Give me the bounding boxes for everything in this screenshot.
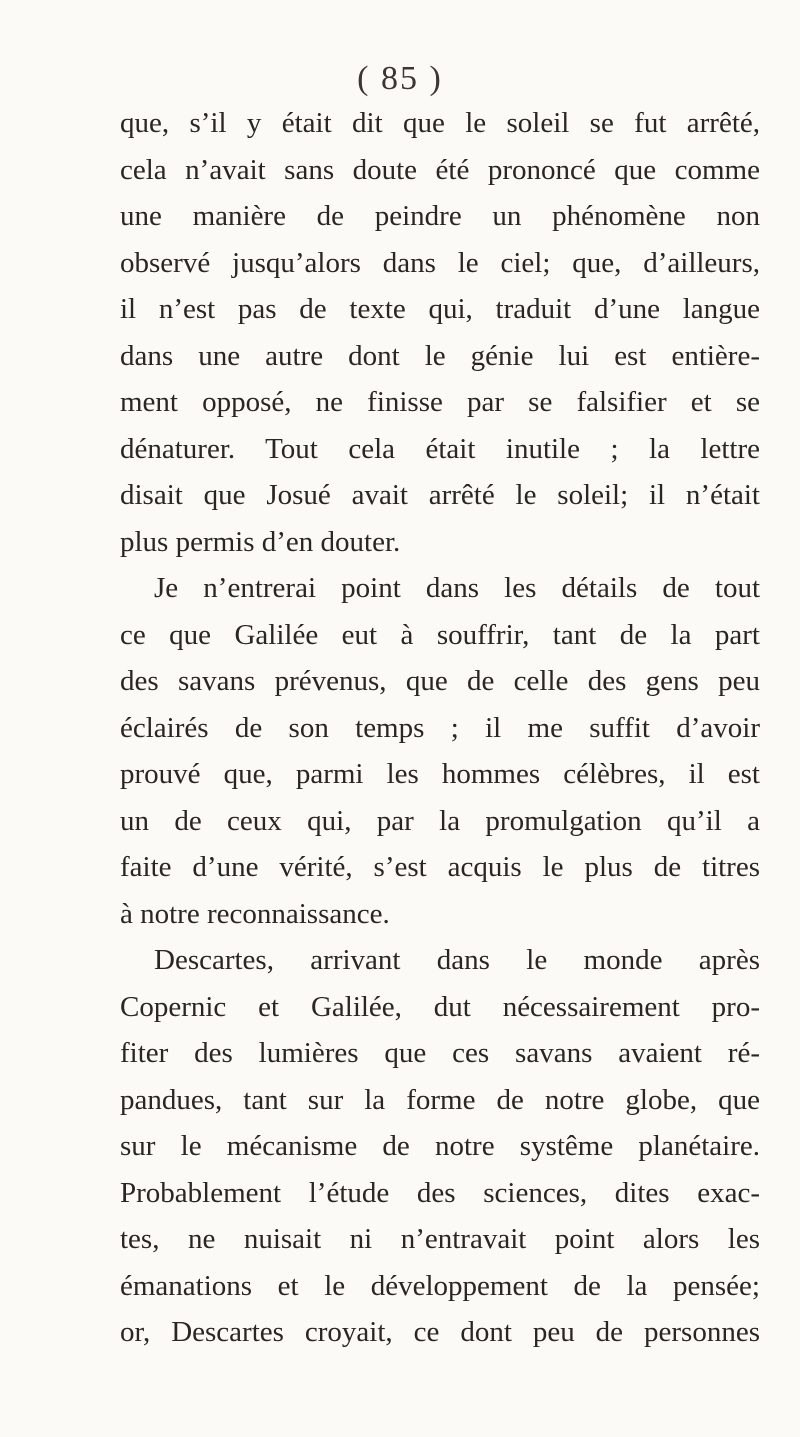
- text-line: une manière de peindre un phénomène non: [120, 200, 760, 232]
- text-line: ce que Galilée eut à souffrir, tant de la part: [120, 618, 760, 651]
- page-number: ( 85 ): [357, 60, 443, 97]
- text-line: plus permis d’en douter.: [120, 525, 401, 558]
- text-line: Probablement l’étude des sciences, dites exac-: [120, 1176, 760, 1209]
- text-line: un de ceux qui, par la promulgation qu’il a: [120, 804, 760, 837]
- text-line: or, Descartes croyait, ce dont peu de personnes: [120, 1316, 760, 1348]
- text-line: des savans prévenus, que de celle des gens peu: [120, 665, 760, 697]
- text-line: disait que Josué avait arrêté le soleil; il n’était: [120, 479, 760, 511]
- text-line: il n’est pas de texte qui, traduit d’une langue: [120, 293, 760, 325]
- text-line: observé jusqu’alors dans le ciel; que, d’ailleurs,: [120, 246, 760, 279]
- text-line: cela n’avait sans doute été prononcé que comme: [120, 153, 760, 186]
- text-line: faite d’une vérité, s’est acquis le plus de titres: [120, 851, 760, 883]
- text-line: dans une autre dont le génie lui est entière-: [120, 339, 760, 372]
- text-line: Je n’entrerai point dans les détails de tout: [154, 572, 760, 604]
- text-line: fiter des lumières que ces savans avaient ré-: [120, 1037, 760, 1069]
- text-line: Copernic et Galilée, dut nécessairement pro-: [120, 990, 760, 1023]
- text-line: tes, ne nuisait ni n’entravait point alors les: [120, 1223, 760, 1255]
- text-line: sur le mécanisme de notre systême planétaire.: [120, 1130, 760, 1162]
- text-line: Descartes, arrivant dans le monde après: [154, 944, 760, 976]
- body-text: [120, 100, 760, 1356]
- text-line: pandues, tant sur la forme de notre globe, que: [120, 1083, 760, 1116]
- text-line: éclairés de son temps ; il me suffit d’avoir: [120, 711, 760, 744]
- text-line: prouvé que, parmi les hommes célèbres, il est: [120, 758, 760, 790]
- text-line: que, s’il y était dit que le soleil se fut arrêté,: [120, 107, 760, 139]
- text-line: dénaturer. Tout cela était inutile ; la lettre: [120, 432, 760, 465]
- text-line: à notre reconnaissance.: [120, 897, 390, 930]
- text-line: émanations et le développement de la pensée;: [120, 1269, 760, 1302]
- text-line: ment opposé, ne finisse par se falsifier et se: [120, 386, 760, 418]
